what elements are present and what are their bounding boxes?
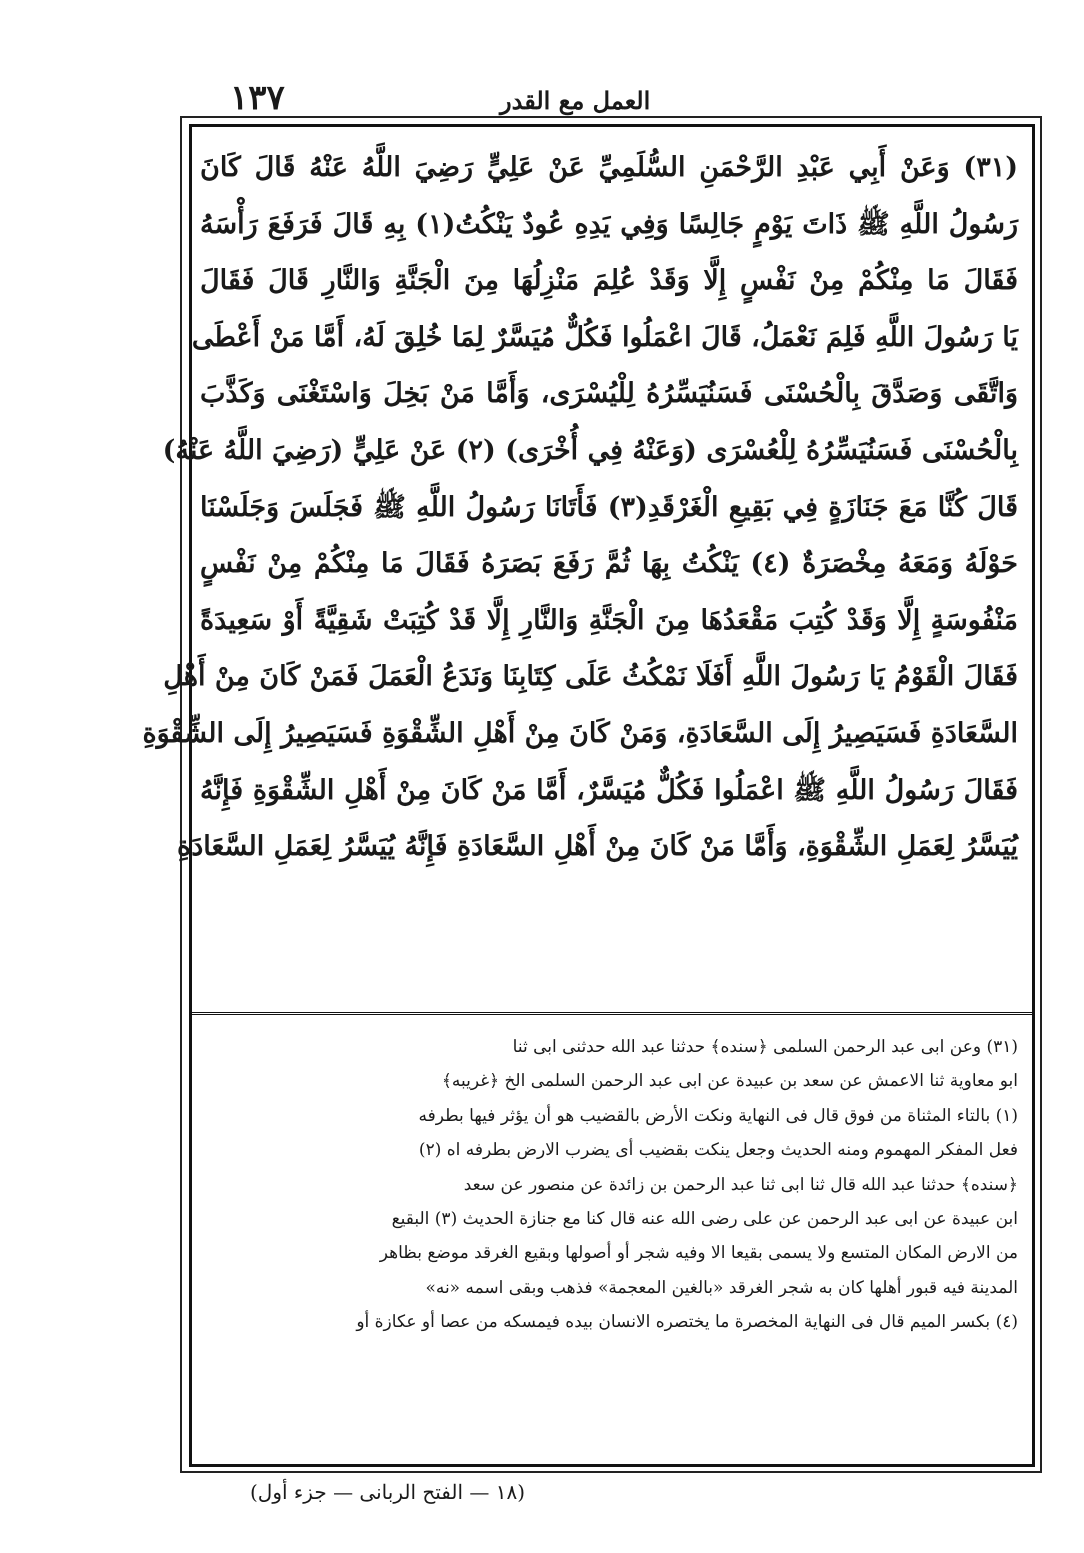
hadith-line: حَوْلَهُ وَمَعَهُ مِخْصَرَةٌ (٤) يَنْكُتُ بِهَا ثُمَّ رَفَعَ بَصَرَهُ فَقَالَ مَا مِنْكُمْ مِنْ نَفْسٍ — [200, 548, 1018, 580]
footnote-line: (٤) بكسر الميم قال فى النهاية المخصرة ما يختصره الانسان بيده فيمسكه من عصا أو عكازة أو — [356, 1312, 1018, 1333]
footnote-line: ابو معاوية ثنا الاعمش عن سعد بن عبيدة عن ابى عبد الرحمن السلمى الخ ﴿غريبه﴾ — [441, 1071, 1018, 1092]
hadith-line: يُيَسَّرُ لِعَمَلِ الشِّقْوَةِ، وَأَمَّا مَنْ كَانَ مِنْ أَهْلِ السَّعَادَةِ فَإِنَّهُ يُيَسَّرُ لِعَمَلِ السَّعَادَةِ — [177, 831, 1018, 863]
running-title: العمل مع القدر — [500, 86, 651, 115]
book-signature: (١٨ — الفتح الربانى — جزء أول) — [250, 1480, 526, 1504]
footnote-line: (١) بالتاء المثناة من فوق قال فى النهاية ونكت الأرض بالقضيب هو أن يؤثر فيها بطرفه — [418, 1105, 1018, 1126]
hadith-line: فَقَالَ رَسُولُ اللَّهِ ﷺ اعْمَلُوا فَكُلٌّ مُيَسَّرٌ، أَمَّا مَنْ كَانَ مِنْ أَهْلِ الشِّقْوَةِ فَإِنَّهُ — [200, 774, 1018, 806]
hadith-line: مَنْفُوسَةٍ إِلَّا وَقَدْ كُتِبَ مَقْعَدُهَا مِنَ الْجَنَّةِ وَالنَّارِ إِلَّا قَدْ كُتِبَتْ شَقِيَّةً أَوْ سَعِيدَةً — [200, 604, 1018, 636]
footnote-line: من الارض المكان المتسع ولا يسمى بقيعا الا وفيه شجر أو أصولها وبقيع الغرقد موضع بظاهر — [379, 1243, 1018, 1264]
footnote-line: فعل المفكر المهموم ومنه الحديث وجعل ينكت بقضيب أى يضرب الارض بطرفه اه (٢) — [418, 1140, 1018, 1161]
footnote-line: المدينة فيه قبور أهلها كان به شجر الغرقد «بالغين المعجمة» فذهب وبقى اسمه «نه» — [425, 1277, 1018, 1298]
hadith-text-block — [142, 140, 1019, 876]
footnote-divider — [189, 1012, 1035, 1015]
hadith-line: (٣١) وَعَنْ أَبِي عَبْدِ الرَّحْمَنِ السُّلَمِيِّ عَنْ عَلِيٍّ رَضِيَ اللَّهُ عَنْهُ قَالَ كَانَ — [200, 152, 1018, 183]
hadith-line: فَقَالَ الْقَوْمُ يَا رَسُولَ اللَّهِ أَفَلَا نَمْكُثُ عَلَى كِتَابِنَا وَنَدَعُ الْعَمَلَ فَمَنْ كَانَ مِنْ أَهْلِ — [163, 661, 1018, 693]
hadith-line: السَّعَادَةِ فَسَيَصِيرُ إِلَى السَّعَادَةِ، وَمَنْ كَانَ مِنْ أَهْلِ الشِّقْوَةِ فَسَيَصِيرُ إِلَى الشِّقْوَةِ — [142, 717, 1018, 749]
footnotes-block — [200, 1030, 1018, 1340]
hadith-line: بِالْحُسْنَى فَسَنُيَسِّرُهُ لِلْعُسْرَى (وَعَنْهُ فِي أُخْرَى) (٢) عَنْ عَلِيٍّ (رَضِيَ اللَّهُ عَنْهُ) — [162, 434, 1018, 466]
footnote-line: ﴿سنده﴾ حدثنا عبد الله قال ثنا ابى ثنا عبد الرحمن بن زائدة عن منصور عن سعد — [463, 1174, 1018, 1195]
footnote-line: ابن عبيدة عن ابى عبد الرحمن عن على رضى الله عنه قال كنا مع جنازة الحديث (٣) البقيع — [391, 1208, 1018, 1229]
hadith-line: فَقَالَ مَا مِنْكُمْ مِنْ نَفْسٍ إِلَّا وَقَدْ عُلِمَ مَنْزِلُهَا مِنَ الْجَنَّةِ وَالنَّارِ قَالَ فَقَالَ — [200, 265, 1018, 297]
hadith-line: يَا رَسُولَ اللَّهِ فَلِمَ نَعْمَلُ، قَالَ اعْمَلُوا فَكُلٌّ مُيَسَّرٌ لِمَا خُلِقَ لَهُ، أَمَّا مَنْ أَعْطَى — [191, 321, 1018, 353]
hadith-line: وَاتَّقَى وَصَدَّقَ بِالْحُسْنَى فَسَنُيَسِّرُهُ لِلْيُسْرَى، وَأَمَّا مَنْ بَخِلَ وَاسْتَغْنَى وَكَذَّبَ — [200, 378, 1018, 410]
hadith-line: قَالَ كُنَّا مَعَ جَنَازَةٍ فِي بَقِيعِ الْغَرْقَدِ(٣) فَأَتَانَا رَسُولُ اللَّهِ ﷺ فَجَلَسَ وَجَلَسْنَا — [200, 491, 1018, 523]
page-number: ١٣٧ — [230, 78, 285, 118]
footnote-line: (٣١) وعن ابى عبد الرحمن السلمى ﴿سنده﴾ حدثنا عبد الله حدثنى ابى ثنا — [512, 1037, 1018, 1057]
hadith-line: رَسُولُ اللَّهِ ﷺ ذَاتَ يَوْمٍ جَالِسًا وَفِي يَدِهِ عُودٌ يَنْكُتُ(١) بِهِ قَالَ فَرَفَعَ رَأْسَهُ — [200, 208, 1019, 240]
